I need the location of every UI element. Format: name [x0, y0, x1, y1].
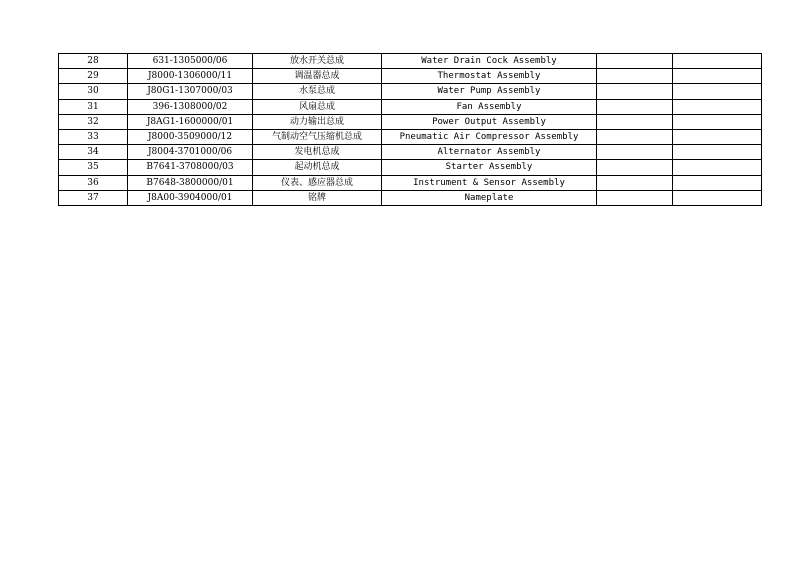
table-row [59, 114, 762, 129]
part-number: 631-1305000/06 [128, 54, 253, 69]
row-number: 28 [59, 54, 128, 69]
english-name: Nameplate [382, 190, 597, 205]
parts-table-body [59, 54, 762, 206]
part-number: B7648-3800000/01 [128, 175, 253, 190]
english-name: Water Pump Assembly [382, 84, 597, 99]
chinese-name: 放水开关总成 [253, 54, 382, 69]
parts-table [58, 53, 762, 206]
part-number: J8AG1-1600000/01 [128, 114, 253, 129]
empty-cell [673, 145, 762, 160]
chinese-name: 动力输出总成 [253, 114, 382, 129]
row-number: 32 [59, 114, 128, 129]
table-row [59, 175, 762, 190]
chinese-name: 风扇总成 [253, 99, 382, 114]
part-number: B7641-3708000/03 [128, 160, 253, 175]
part-number: 396-1308000/02 [128, 99, 253, 114]
row-number: 37 [59, 190, 128, 205]
row-number: 33 [59, 129, 128, 144]
chinese-name: 气制动空气压缩机总成 [253, 129, 382, 144]
chinese-name: 水泵总成 [253, 84, 382, 99]
empty-cell [673, 69, 762, 84]
row-number: 36 [59, 175, 128, 190]
part-number: J8004-3701000/06 [128, 145, 253, 160]
row-number: 29 [59, 69, 128, 84]
chinese-name: 发电机总成 [253, 145, 382, 160]
table-row [59, 69, 762, 84]
table-row [59, 84, 762, 99]
empty-cell [673, 129, 762, 144]
english-name: Power Output Assembly [382, 114, 597, 129]
table-row [59, 99, 762, 114]
row-number: 30 [59, 84, 128, 99]
part-number: J8A00-3904000/01 [128, 190, 253, 205]
empty-cell [597, 69, 673, 84]
table-row [59, 145, 762, 160]
part-number: J8000-3509000/12 [128, 129, 253, 144]
english-name: Pneumatic Air Compressor Assembly [382, 129, 597, 144]
empty-cell [597, 129, 673, 144]
english-name: Thermostat Assembly [382, 69, 597, 84]
empty-cell [673, 99, 762, 114]
chinese-name: 仪表、感应器总成 [253, 175, 382, 190]
empty-cell [597, 190, 673, 205]
english-name: Fan Assembly [382, 99, 597, 114]
empty-cell [597, 145, 673, 160]
row-number: 31 [59, 99, 128, 114]
empty-cell [597, 114, 673, 129]
chinese-name: 铭牌 [253, 190, 382, 205]
empty-cell [597, 84, 673, 99]
english-name: Starter Assembly [382, 160, 597, 175]
chinese-name: 起动机总成 [253, 160, 382, 175]
empty-cell [673, 54, 762, 69]
empty-cell [597, 175, 673, 190]
empty-cell [597, 54, 673, 69]
row-number: 35 [59, 160, 128, 175]
table-row [59, 54, 762, 69]
chinese-name: 调温器总成 [253, 69, 382, 84]
table-row [59, 190, 762, 205]
empty-cell [673, 190, 762, 205]
empty-cell [673, 114, 762, 129]
english-name: Alternator Assembly [382, 145, 597, 160]
empty-cell [673, 160, 762, 175]
part-number: J80G1-1307000/03 [128, 84, 253, 99]
english-name: Water Drain Cock Assembly [382, 54, 597, 69]
english-name: Instrument & Sensor Assembly [382, 175, 597, 190]
row-number: 34 [59, 145, 128, 160]
empty-cell [597, 160, 673, 175]
table-row [59, 160, 762, 175]
empty-cell [673, 84, 762, 99]
part-number: J8000-1306000/11 [128, 69, 253, 84]
table-row [59, 129, 762, 144]
empty-cell [597, 99, 673, 114]
empty-cell [673, 175, 762, 190]
